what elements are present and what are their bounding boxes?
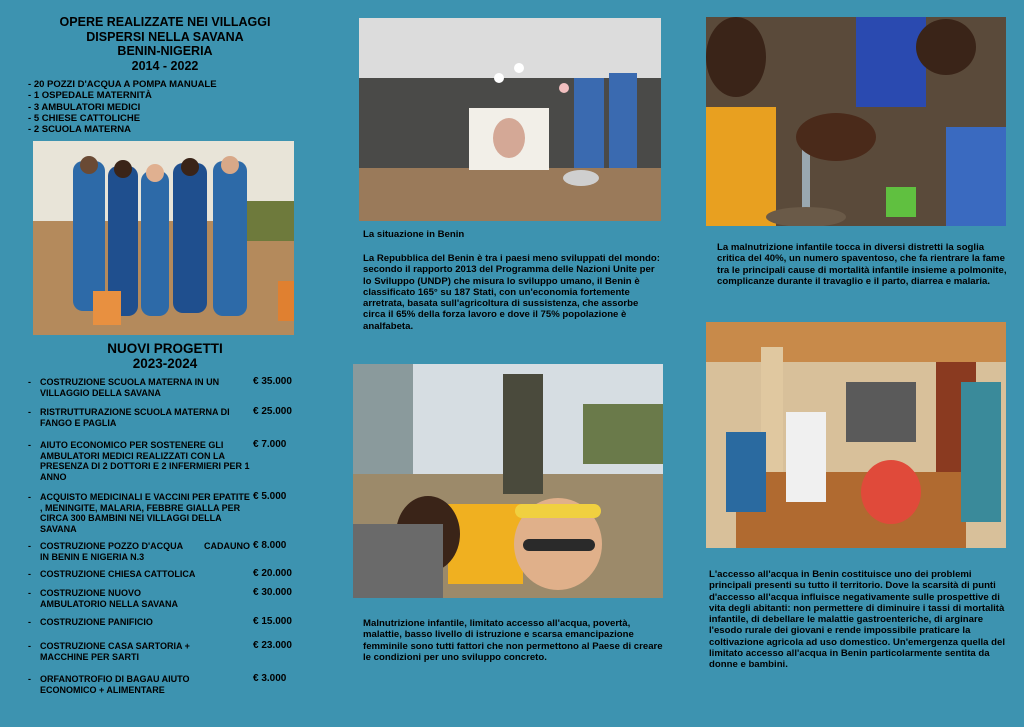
benin-situation-heading: La situazione in Benin xyxy=(363,229,465,240)
malnutrition-text: La malnutrizione infantile tocca in diversi distretti la soglia critica del 40%, un numero spaventoso, che fa rientrare la fame tra le principali cause di mortalità infantile insieme a polmonite, complicanze durante il travaglio e il parto, diarrea e malaria. xyxy=(717,242,1007,287)
children-water-photo xyxy=(706,17,1006,226)
list-item: - 20 POZZI D'ACQUA A POMPA MANUALE xyxy=(28,79,217,90)
water-access-text: L'accesso all'acqua in Benin costituisce uno dei problemi principali presenti su tutto il territorio. Dove la scarsità di punti d'accesso all'acqua influisce negativamente sulle prospettive di vita degli abitanti: non permettere di diminuire i tassi di mortalità infantile, di debellare le malattie gastroenteriche, di arginare l'esodo rurale dei giovani e rende impossibile praticare la coltivazione agricola ad uso domestico. Un'emergenza quella del limitato accesso all'acqua in Benin particolarmente sentita da donne e bambini. xyxy=(709,569,1006,671)
causes-text: Malnutrizione infantile, limitato accesso all'acqua, povertà, malattie, basso livello di istruzione e scarsa emancipazione femminile sono tutti fattori che non permettono al Paese di creare le condizioni per uno sviluppo concreto. xyxy=(363,618,663,663)
list-item: - 3 AMBULATORI MEDICI xyxy=(28,102,217,113)
medical-visit-photo xyxy=(706,322,1006,548)
group-at-pump-photo xyxy=(33,141,294,335)
benin-situation-text: La Repubblica del Benin è tra i paesi meno sviluppati del mondo: secondo il rapporto 2013 del Programma delle Nazioni Unite per lo Sviluppo (UNDP) che misura lo sviluppo umano, il Benin è classificato 165° su 187 Stati, con un'economia fortemente arretrata, basata sull'agricoltura di sussistenza, che assorbe circa il 65% della forza lavoro e dove il 75% popolazione è analfabeta. xyxy=(363,253,660,332)
page-title: OPERE REALIZZATE NEI VILLAGGI DISPERSI NELLA SAVANA BENIN-NIGERIA 2014 - 2022 xyxy=(59,15,271,73)
completed-works-list xyxy=(28,79,217,135)
list-item: - 1 OSPEDALE MATERNITÀ xyxy=(28,90,217,101)
well-drilling-selfie-photo xyxy=(353,364,663,598)
list-item: - 5 CHIESE CATTOLICHE xyxy=(28,113,217,124)
list-item: - 2 SCUOLA MATERNA xyxy=(28,124,217,135)
poster-group-photo xyxy=(359,18,661,221)
new-projects-title: NUOVI PROGETTI 2023-2024 xyxy=(107,341,223,371)
